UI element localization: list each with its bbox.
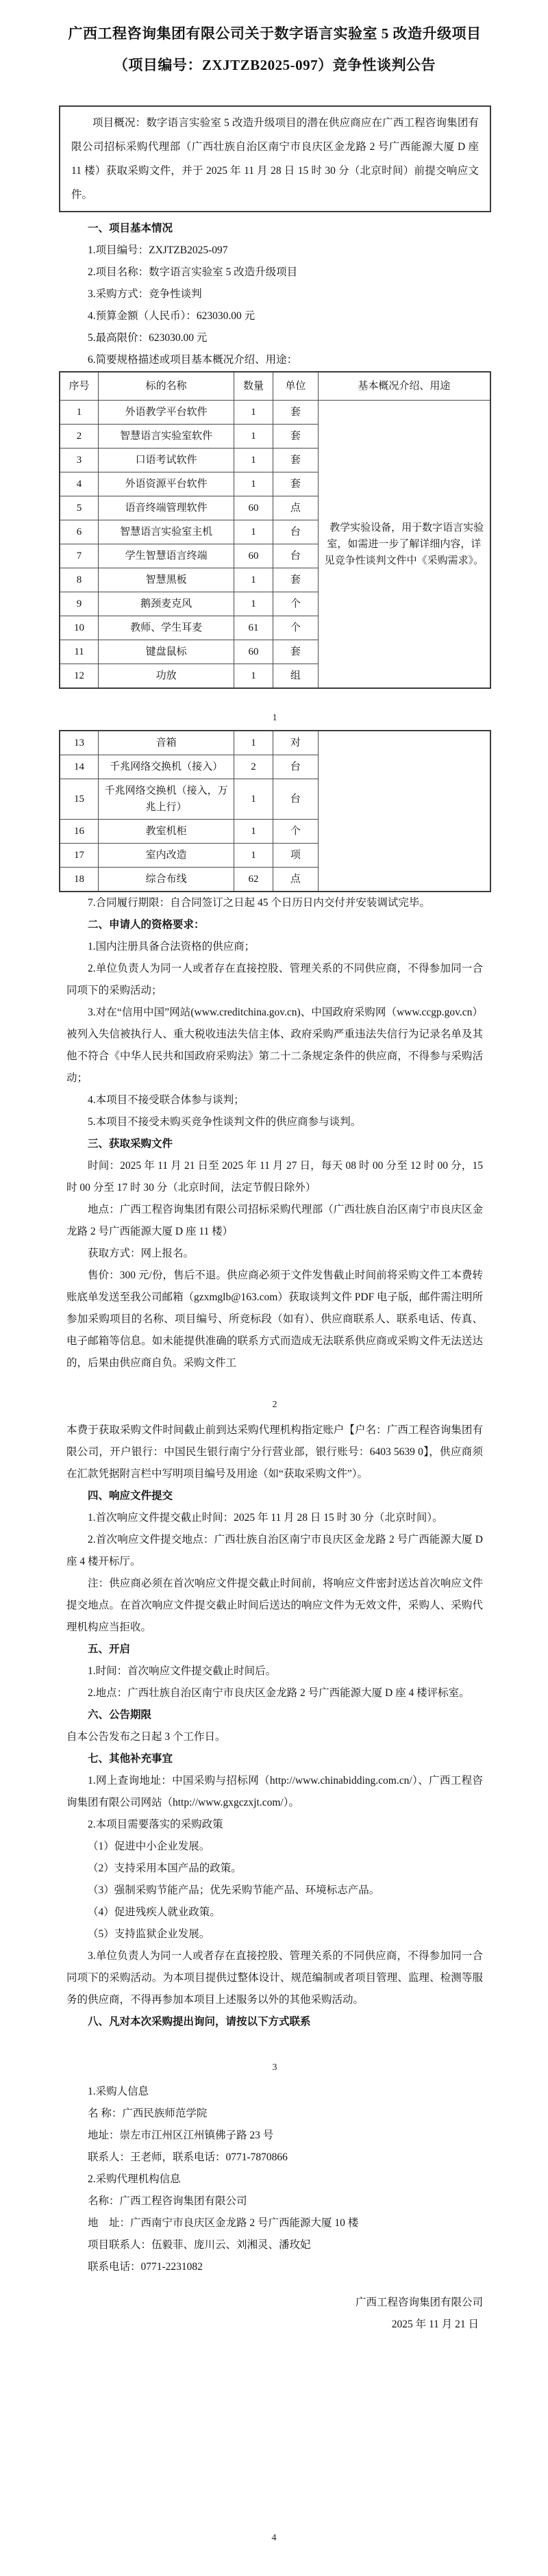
paragraph: 2.项目名称：数字语言实验室 5 改造升级项目: [88, 266, 298, 278]
table-cell: 个: [273, 616, 318, 640]
paragraph: 5.本项目不接受未购买竞争性谈判文件的供应商参与谈判。: [88, 1116, 362, 1128]
table-cell: 14: [60, 755, 99, 779]
table-cell: 智慧语言实验室软件: [99, 425, 234, 449]
table-cell: 5: [60, 496, 99, 520]
table-cell: 16: [60, 820, 99, 844]
paragraph: 1.时间：首次响应文件提交截止时间后。: [88, 1665, 277, 1677]
table-cell: 1: [60, 401, 99, 425]
table-cell: 功放: [99, 664, 234, 689]
table-cell: 4: [60, 472, 99, 496]
paragraph: 3.对在“信用中国”网站(www.creditchina.gov.cn)、中国政府采购网（www.ccgp.gov.cn）被列入失信被执行人、重大税收违法失信主体、政府采购严重违法失信行为记录名单及其他不符合《中华人民共和国政府采购法》第二十二条规定条件的供应商，不得参与采购活动；: [66, 1007, 483, 1084]
paragraph: （5）支持监狱企业发展。: [88, 1928, 210, 1940]
paragraph: 2.地点：广西壮族自治区南宁市良庆区金龙路 2 号广西能源大厦 D 座 4 楼评标室。: [88, 1687, 470, 1699]
paragraph: （2）支持采用本国产品的政策。: [88, 1862, 242, 1874]
paragraph: 地址：崇左市江州区江州镇佛子路 23 号: [88, 2130, 274, 2141]
paragraph: （4）促进残疾人就业政策。: [88, 1906, 221, 1918]
paragraph: 获取方式：网上报名。: [88, 1248, 195, 1259]
paragraph: 1.首次响应文件提交截止时间：2025 年 11 月 28 日 15 时 30 分（北京时间）。: [88, 1512, 443, 1524]
paragraph: 2.本项目需要落实的采购政策: [88, 1819, 223, 1830]
page-title: [66, 18, 483, 81]
table-cell: 台: [273, 779, 318, 820]
table-cell: 1: [234, 472, 273, 496]
table-cell: 7: [60, 544, 99, 568]
table-cell: 综合布线: [99, 868, 234, 892]
table-cell: 音箱: [99, 731, 234, 755]
table-cell: 组: [273, 664, 318, 689]
table-cell: 套: [273, 640, 318, 664]
table-cell: 17: [60, 844, 99, 868]
section-heading: 五、开启: [88, 1643, 131, 1655]
paragraph: 6.简要规格描述或项目基本概况介绍、用途：: [88, 354, 298, 366]
paragraph: 地 址：广西南宁市良庆区金龙路 2 号广西能源大厦 10 楼: [88, 2217, 359, 2229]
table-cell: 10: [60, 616, 99, 640]
table-cell: 点: [273, 496, 318, 520]
col-header-unit: 单位: [273, 372, 318, 401]
table-cell: 18: [60, 868, 99, 892]
table-cell: 1: [234, 820, 273, 844]
table-cell: 智慧语言实验室主机: [99, 520, 234, 544]
title-line-1: 广西工程咨询集团有限公司关于数字语言实验室 5 改造升级项目: [68, 25, 482, 42]
paragraph: 3.采购方式：竞争性谈判: [88, 288, 202, 300]
table-cell: 15: [60, 779, 99, 820]
table-cell: 1: [234, 592, 273, 616]
table-cell: 套: [273, 472, 318, 496]
table-cell: 教师、学生耳麦: [99, 616, 234, 640]
paragraph: 项目联系人：伍毅菲、庞川云、刘湘灵、潘玫妃: [88, 2239, 311, 2251]
table-cell: 套: [273, 425, 318, 449]
section-heading: 三、获取采购文件: [88, 1138, 173, 1150]
paragraph: 2.首次响应文件提交地点：广西壮族自治区南宁市良庆区金龙路 2 号广西能源大厦 D 座 4 楼开标厅。: [66, 1534, 483, 1567]
page-number-2: 2: [272, 1400, 277, 1410]
table-cell: 1: [234, 568, 273, 592]
table-cell: 11: [60, 640, 99, 664]
table-cell: 点: [273, 868, 318, 892]
table-cell: 13: [60, 731, 99, 755]
paragraph: 2.采购代理机构信息: [88, 2173, 181, 2185]
col-header-name: 标的名称: [99, 372, 234, 401]
section-heading: 八、凡对本次采购提出询问，请按以下方式联系: [88, 2016, 311, 2028]
table-cell: 键盘鼠标: [99, 640, 234, 664]
table-cell: 3: [60, 449, 99, 472]
table-cell: 室内改造: [99, 844, 234, 868]
table-cell: 9: [60, 592, 99, 616]
paragraph: 1.项目编号：ZXJTZB2025-097: [88, 244, 228, 256]
section-heading: 七、其他补充事宜: [88, 1753, 173, 1765]
table-cell: 套: [273, 568, 318, 592]
paragraph: 注：供应商必须在首次响应文件提交截止时间前，将响应文件密封送达首次响应文件提交地点。在首次响应文件提交截止时间后送达的响应文件为无效文件，采购人、采购代理机构应当拒收。: [66, 1578, 483, 1633]
table-cell: 60: [234, 496, 273, 520]
table-note-cell: 教学实验设备，用于数字语言实验室，如需进一步了解详细内容，详见竞争性谈判文件中《采购需求》。: [318, 401, 490, 689]
signature-company: 广西工程咨询集团有限公司: [355, 2297, 483, 2308]
paragraph: 1.国内注册具备合法资格的供应商；: [88, 941, 256, 952]
table-cell: 口语考试软件: [99, 449, 234, 472]
paragraph: 地点：广西工程咨询集团有限公司招标采购代理部（广西壮族自治区南宁市良庆区金龙路 2 号广西能源大厦 D 座 11 楼）: [66, 1204, 483, 1237]
table-cell: 60: [234, 544, 273, 568]
table-cell: 学生智慧语言终端: [99, 544, 234, 568]
col-header-qty: 数量: [234, 372, 273, 401]
paragraph: 1.网上查询地址：中国采购与招标网（http://www.chinabidding.com.cn/）、广西工程咨询集团有限公司网站（http://www.gxgczxjt.com/）。: [66, 1775, 483, 1808]
paragraph: 5.最高限价：623030.00 元: [88, 332, 208, 344]
paragraph: （1）促进中小企业发展。: [88, 1841, 210, 1852]
paragraph: 售价：300 元/份，售后不退。供应商必须于文件发售截止时间前将采购文件工本费转账底单发送至我公司邮箱（gzxmglb@163.com）获取谈判文件 PDF 电子版，邮件需注明所参加采购项目的名称、项目编号、所竞标段（如有）、供应商联系人、联系电话、传真、电子邮箱等信息。如未能提供准确的联系方式而造成无法联系供应商或采购文件无法送达的，后果由供应商自负。采购文件工: [66, 1270, 484, 1369]
table-cell: 千兆网络交换机（接入）: [99, 755, 234, 779]
paragraph: 自本公告发布之日起 3 个工作日。: [66, 1731, 226, 1743]
table-cell: 台: [273, 520, 318, 544]
table-cell: 2: [234, 755, 273, 779]
table-cell: 1: [234, 425, 273, 449]
paragraph: 时间：2025 年 11 月 21 日至 2025 年 11 月 27 日，每天 08 时 00 分至 12 时 00 分，15 时 00 分至 17 时 30 分（北京时间，法定节假日除外）: [66, 1160, 483, 1194]
paragraph: 联系人：王老师，联系电话：0771-7870866: [88, 2151, 288, 2163]
paragraph: 本费于获取采购文件时间截止前到达采购代理机构指定账户【户名：广西工程咨询集团有限公司，开户银行：中国民生银行南宁分行营业部，银行账号：6403 5639 0】，供应商须在汇款凭据附言栏中写明项目编号及用途（如“获取采购文件”）。: [66, 1424, 483, 1480]
table-note-cell: [318, 731, 490, 892]
body-section-1: [66, 892, 483, 1374]
table-cell: 千兆网络交换机（接入，万兆上行）: [99, 779, 234, 820]
col-header-desc: 基本概况介绍、用途: [318, 372, 490, 401]
table-cell: 语音终端管理软件: [99, 496, 234, 520]
table-cell: 8: [60, 568, 99, 592]
section-heading: 六、公告期限: [88, 1709, 152, 1721]
table-cell: 1: [234, 520, 273, 544]
table-cell: 鹅颈麦克风: [99, 592, 234, 616]
table-cell: 台: [273, 544, 318, 568]
project-overview-box: 项目概况：数字语言实验室 5 改造升级项目的潜在供应商应在广西工程咨询集团有限公司招标采购代理部（广西壮族自治区南宁市良庆区金龙路 2 号广西能源大厦 D 座 11 楼）获取采购文件，并于 2025 年 11 月 28 日 15 时 30 分（北京时间）前提交响应文件。: [59, 105, 491, 212]
table-cell: 教室机柜: [99, 820, 234, 844]
section-heading: 一、项目基本情况: [88, 223, 173, 234]
paragraph: 名 称：广西民族师范学院: [88, 2108, 208, 2119]
paragraph: 4.预算金额（人民币）：623030.00 元: [88, 310, 256, 322]
items-table-part1: [59, 371, 491, 689]
table-cell: 套: [273, 401, 318, 425]
section-heading: 二、申请人的资格要求：: [88, 919, 205, 931]
paragraph: 1.采购人信息: [88, 2086, 149, 2097]
table-cell: 1: [234, 731, 273, 755]
section1-items: [66, 240, 483, 371]
signature-date: 2025 年 11 月 21 日: [391, 2319, 479, 2330]
table-cell: 60: [234, 640, 273, 664]
table-cell: 个: [273, 820, 318, 844]
section-heading: 四、响应文件提交: [88, 1490, 173, 1502]
table-cell: 套: [273, 449, 318, 472]
title-line-2: （项目编号：ZXJTZB2025-097）竞争性谈判公告: [113, 57, 436, 73]
paragraph: 名称：广西工程咨询集团有限公司: [88, 2195, 247, 2207]
table-cell: 1: [234, 401, 273, 425]
page-number-1: 1: [272, 713, 277, 723]
table-cell: 1: [234, 449, 273, 472]
table-cell: 61: [234, 616, 273, 640]
paragraph: 3.单位负责人为同一人或者存在直接控股、管理关系的不同供应商，不得参加同一合同项下的采购活动。为本项目提供过整体设计、规范编制或者项目管理、监理、检测等服务的供应商，不得再参加本项目上述服务以外的其他采购活动。: [66, 1950, 483, 2006]
paragraph: 2.单位负责人为同一人或者存在直接控股、管理关系的不同供应商，不得参加同一合同项下的采购活动；: [66, 963, 483, 996]
table-cell: 智慧黑板: [99, 568, 234, 592]
paragraph: 4.本项目不接受联合体参与谈判；: [88, 1094, 245, 1106]
col-header-seq: 序号: [60, 372, 99, 401]
table-cell: 12: [60, 664, 99, 689]
table-row: [60, 731, 490, 755]
table-cell: 个: [273, 592, 318, 616]
table-cell: 6: [60, 520, 99, 544]
signature-block: [66, 2292, 483, 2336]
table-cell: 台: [273, 755, 318, 779]
table-row: [60, 401, 490, 425]
page-number-4: 4: [271, 2533, 277, 2543]
body-section-2: [66, 1419, 483, 2033]
table-cell: 62: [234, 868, 273, 892]
table-cell: 项: [273, 844, 318, 868]
table-cell: 外语教学平台软件: [99, 401, 234, 425]
table-cell: 对: [273, 731, 318, 755]
contact-info-section: [66, 2081, 483, 2278]
table-cell: 1: [234, 844, 273, 868]
table-cell: 1: [234, 779, 273, 820]
paragraph: 7.合同履行期限：自合同签订之日起 45 个日历日内交付并安装调试完毕。: [88, 897, 430, 909]
table-cell: 2: [60, 425, 99, 449]
page-number-3: 3: [272, 2062, 277, 2073]
paragraph: （3）强制采购节能产品；优先采购节能产品、环境标志产品。: [88, 1884, 380, 1896]
paragraph: 联系电话：0771-2231082: [88, 2261, 203, 2273]
table-cell: 外语资源平台软件: [99, 472, 234, 496]
items-table-part2: [59, 730, 491, 892]
table-cell: 1: [234, 664, 273, 689]
table-header-row: [60, 372, 490, 401]
